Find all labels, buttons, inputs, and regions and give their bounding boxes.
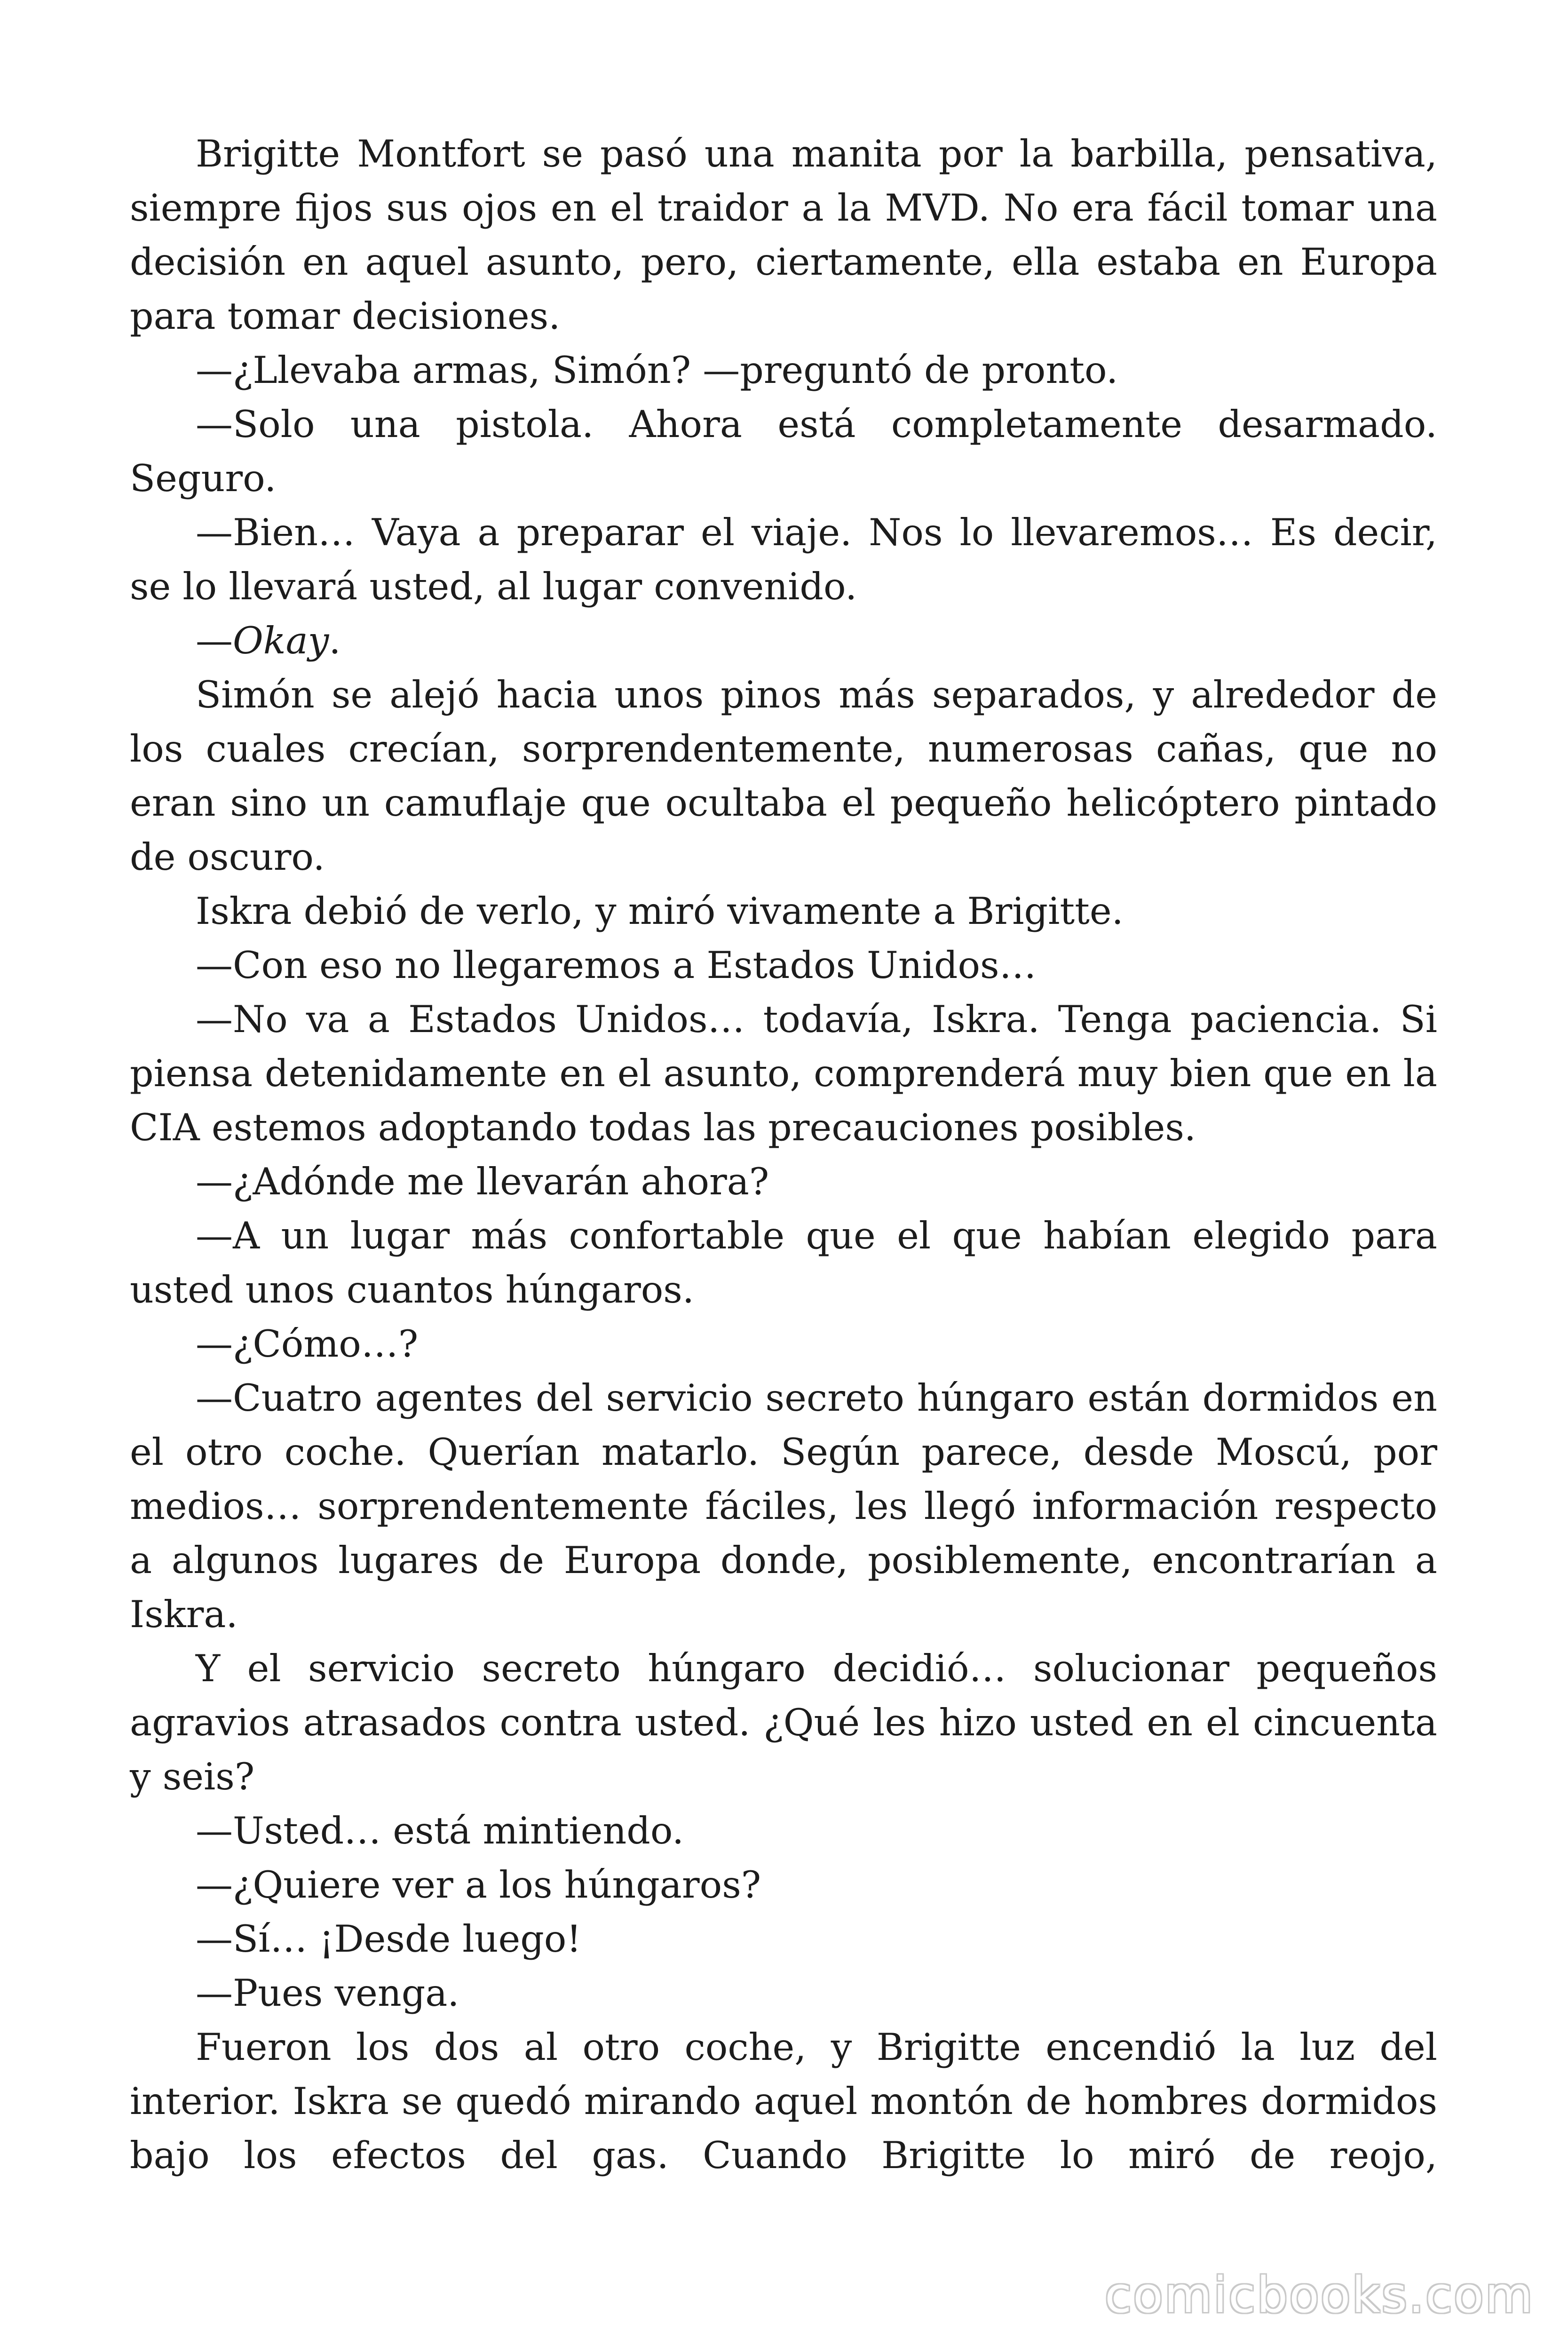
- dialogue-dash: —: [196, 619, 233, 662]
- paragraph: —Solo una pistola. Ahora está completamente desarmado. Seguro.: [130, 403, 1437, 500]
- italic-word: Okay: [233, 619, 329, 662]
- paragraph: —¿Adónde me llevarán ahora?: [196, 1160, 769, 1203]
- paragraph: —¿Cómo…?: [196, 1322, 419, 1366]
- paragraph: —No va a Estados Unidos… todavía, Iskra. Tenga paciencia. Si piensa detenidamente en el asunto, comprenderá muy bien que en la CIA estemos adoptando todas las precauciones posibles.: [130, 998, 1437, 1149]
- paragraph: [130, 614, 1437, 668]
- paragraph: Fueron los dos al otro coche, y Brigitte encendió la luz del interior. Iskra se quedó mirando aquel montón de hombres dormidos bajo los efectos del gas. Cuando Brigitte lo miró de reojo,: [130, 2026, 1437, 2177]
- paragraph: —Cuatro agentes del servicio secreto húngaro están dormidos en el otro coche. Querían matarlo. Según parece, desde Moscú, por medios… sorprendentemente fáciles, les llegó información respecto a algunos lugares de Europa donde, posiblemente, encontrarían a Iskra.: [130, 1376, 1437, 1636]
- watermark: comicbooks.com: [1104, 2266, 1534, 2324]
- punctuation: .: [329, 619, 341, 662]
- paragraph: —Bien… Vaya a preparar el viaje. Nos lo llevaremos… Es decir, se lo llevará usted, al lugar convenido.: [130, 511, 1437, 608]
- paragraph: —A un lugar más confortable que el que habían elegido para usted unos cuantos húngaros.: [130, 1214, 1437, 1311]
- book-page-text: [130, 127, 1437, 2183]
- paragraph: Iskra debió de verlo, y miró vivamente a Brigitte.: [196, 890, 1124, 933]
- paragraph: —Sí… ¡Desde luego!: [196, 1917, 582, 1961]
- paragraph: Y el servicio secreto húngaro decidió… solucionar pequeños agravios atrasados contra usted. ¿Qué les hizo usted en el cincuenta y seis?: [130, 1647, 1437, 1798]
- paragraph: Brigitte Montfort se pasó una manita por la barbilla, pensativa, siempre fijos sus ojos en el traidor a la MVD. No era fácil tomar una decisión en aquel asunto, pero, ciertamente, ella estaba en Europa para tomar decisiones.: [130, 132, 1437, 338]
- paragraph: —¿Llevaba armas, Simón? —preguntó de pronto.: [196, 349, 1118, 392]
- paragraph: —¿Quiere ver a los húngaros?: [196, 1863, 761, 1907]
- paragraph: —Usted… está mintiendo.: [196, 1809, 684, 1852]
- paragraph: —Pues venga.: [196, 1971, 459, 2015]
- paragraph: Simón se alejó hacia unos pinos más separados, y alrededor de los cuales crecían, sorprendentemente, numerosas cañas, que no eran sino un camuflaje que ocultaba el pequeño helicóptero pintado de oscuro.: [130, 673, 1437, 879]
- paragraph: —Con eso no llegaremos a Estados Unidos…: [196, 944, 1037, 987]
